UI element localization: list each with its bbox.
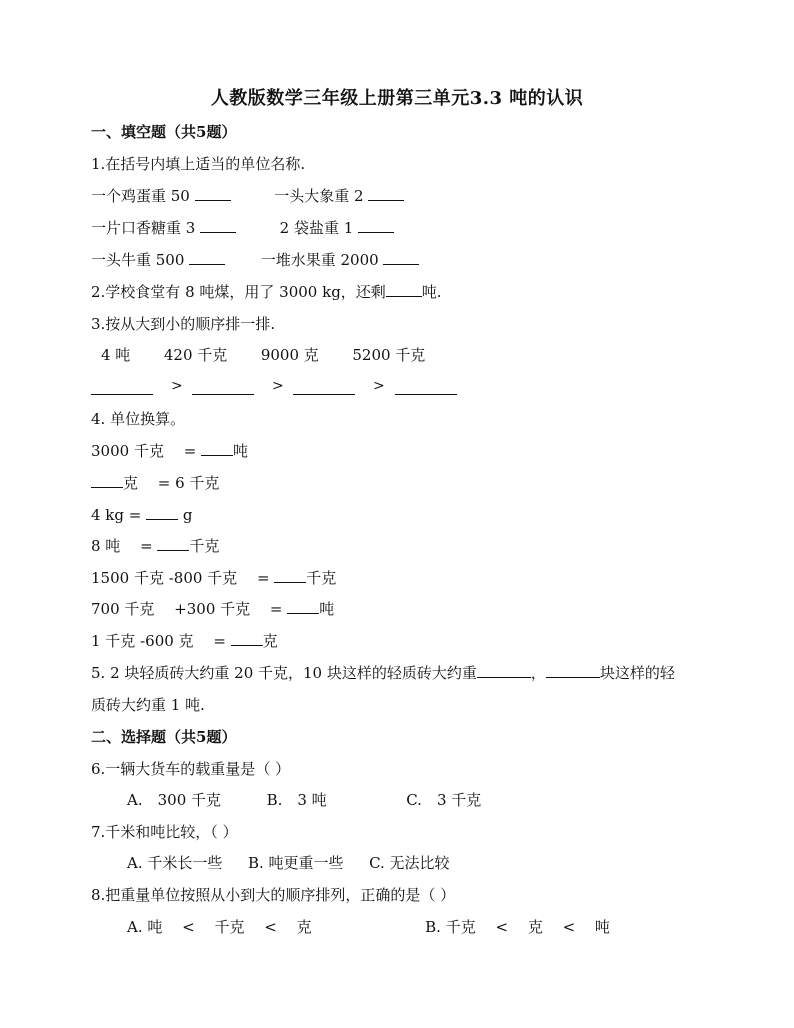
question-4-line-1 [91, 440, 248, 462]
answer-blank[interactable] [231, 631, 263, 646]
q3-item: 5200 千克 [352, 346, 426, 364]
question-4-line-7 [91, 630, 278, 652]
q1-item-fruit: 一堆水果重 2000 [260, 251, 379, 269]
answer-blank[interactable] [91, 473, 123, 488]
section-heading-multiple-choice: 二、选择题（共5题） [91, 728, 237, 746]
question-8-options [127, 916, 610, 938]
answer-blank[interactable] [195, 186, 231, 201]
greater-than-sign: > [272, 378, 284, 394]
section-heading-fill-in: 一、填空题（共5题） [91, 123, 237, 141]
question-6-options [127, 789, 481, 811]
option-b[interactable]: B. 吨更重一些 [247, 854, 344, 872]
greater-than-sign: > [171, 378, 183, 394]
equation-text: 4 kg = [91, 506, 147, 524]
question-1-prompt: 1.在括号内填上适当的单位名称. [91, 155, 306, 173]
answer-blank[interactable] [386, 282, 422, 297]
q1-item-cow: 一头牛重 500 [91, 251, 185, 269]
question-5-comma: ， [530, 664, 546, 682]
question-4-line-5 [91, 567, 336, 589]
question-4-line-2 [91, 472, 219, 494]
equation-text: 1500 千克 -800 千克 = [91, 569, 275, 587]
question-2 [91, 281, 442, 303]
question-2-unit: 吨. [421, 283, 442, 301]
q3-item: 9000 克 [260, 346, 319, 364]
question-3-prompt: 3.按从大到小的顺序排一排. [91, 315, 276, 333]
q3-item: 420 千克 [163, 346, 228, 364]
q1-item-egg: 一个鸡蛋重 50 [91, 187, 190, 205]
equation-text: 700 千克 +300 千克 = [91, 600, 288, 618]
option-c[interactable]: C. 3 千克 [406, 791, 482, 809]
answer-blank[interactable] [287, 599, 319, 614]
answer-blank[interactable] [189, 250, 225, 265]
answer-blank[interactable] [274, 568, 306, 583]
option-a[interactable]: A. 300 千克 [127, 791, 221, 809]
question-7-options [127, 852, 450, 874]
answer-blank[interactable] [546, 663, 600, 678]
question-5 [91, 662, 675, 684]
equation-text: 1 千克 -600 克 = [91, 632, 231, 650]
question-5-text: 5. 2 块轻质砖大约重 20 千克，10 块这样的轻质砖大约重 [91, 664, 477, 682]
equation-unit: 千克 [306, 569, 337, 587]
question-4-prompt: 4. 单位换算。 [91, 410, 186, 428]
question-1-row-3 [91, 249, 419, 271]
equation-text: 8 吨 = [91, 537, 158, 555]
answer-blank[interactable] [383, 250, 419, 265]
question-1-row-2 [91, 217, 394, 239]
option-b[interactable]: B. 千克 < 克 < 吨 [425, 918, 610, 936]
equation-text: 3000 千克 = [91, 442, 202, 460]
answer-blank[interactable] [157, 536, 189, 551]
answer-blank[interactable] [192, 378, 254, 395]
answer-blank[interactable] [358, 218, 394, 233]
answer-blank[interactable] [293, 378, 355, 395]
answer-blank[interactable] [201, 441, 233, 456]
q1-item-salt: 2 袋盐重 1 [279, 219, 354, 237]
option-a[interactable]: A. 千米长一些 [127, 854, 223, 872]
option-c[interactable]: C. 无法比较 [369, 854, 450, 872]
equation-text: 克 = 6 千克 [123, 474, 220, 492]
equation-unit: 千克 [189, 537, 220, 555]
question-3-items [101, 344, 425, 366]
answer-blank[interactable] [395, 378, 457, 395]
question-5-text-end: 块这样的轻 [599, 664, 675, 682]
q3-item: 4 吨 [101, 346, 131, 364]
question-4-line-6 [91, 598, 334, 620]
q1-item-gum: 一片口香糖重 3 [91, 219, 196, 237]
question-3-ordering-row [91, 378, 471, 400]
option-b[interactable]: B. 3 吨 [266, 791, 327, 809]
answer-blank[interactable] [368, 186, 404, 201]
answer-blank[interactable] [200, 218, 236, 233]
option-a[interactable]: A. 吨 < 千克 < 克 [127, 918, 312, 936]
q1-item-elephant: 一头大象重 2 [274, 187, 364, 205]
greater-than-sign: > [373, 378, 385, 394]
equation-unit: g [178, 506, 193, 524]
question-5-continued: 质砖大约重 1 吨. [91, 696, 205, 714]
answer-blank[interactable] [146, 505, 178, 520]
answer-blank[interactable] [91, 378, 153, 395]
equation-unit: 吨 [319, 600, 335, 618]
equation-unit: 克 [262, 632, 278, 650]
question-4-line-3 [91, 504, 192, 526]
question-7-prompt: 7.千米和吨比较，（ ） [91, 823, 238, 841]
question-8-prompt: 8.把重量单位按照从小到大的顺序排列，正确的是（ ） [91, 886, 456, 904]
question-1-row-1 [91, 185, 404, 207]
question-2-text: 2.学校食堂有 8 吨煤，用了 3000 kg，还剩 [91, 283, 386, 301]
answer-blank[interactable] [477, 663, 531, 678]
question-6-prompt: 6.一辆大货车的载重量是（ ） [91, 760, 291, 778]
question-4-line-4 [91, 535, 219, 557]
equation-unit: 吨 [233, 442, 249, 460]
page-title: 人教版数学三年级上册第三单元3.3 吨的认识 [210, 88, 584, 109]
